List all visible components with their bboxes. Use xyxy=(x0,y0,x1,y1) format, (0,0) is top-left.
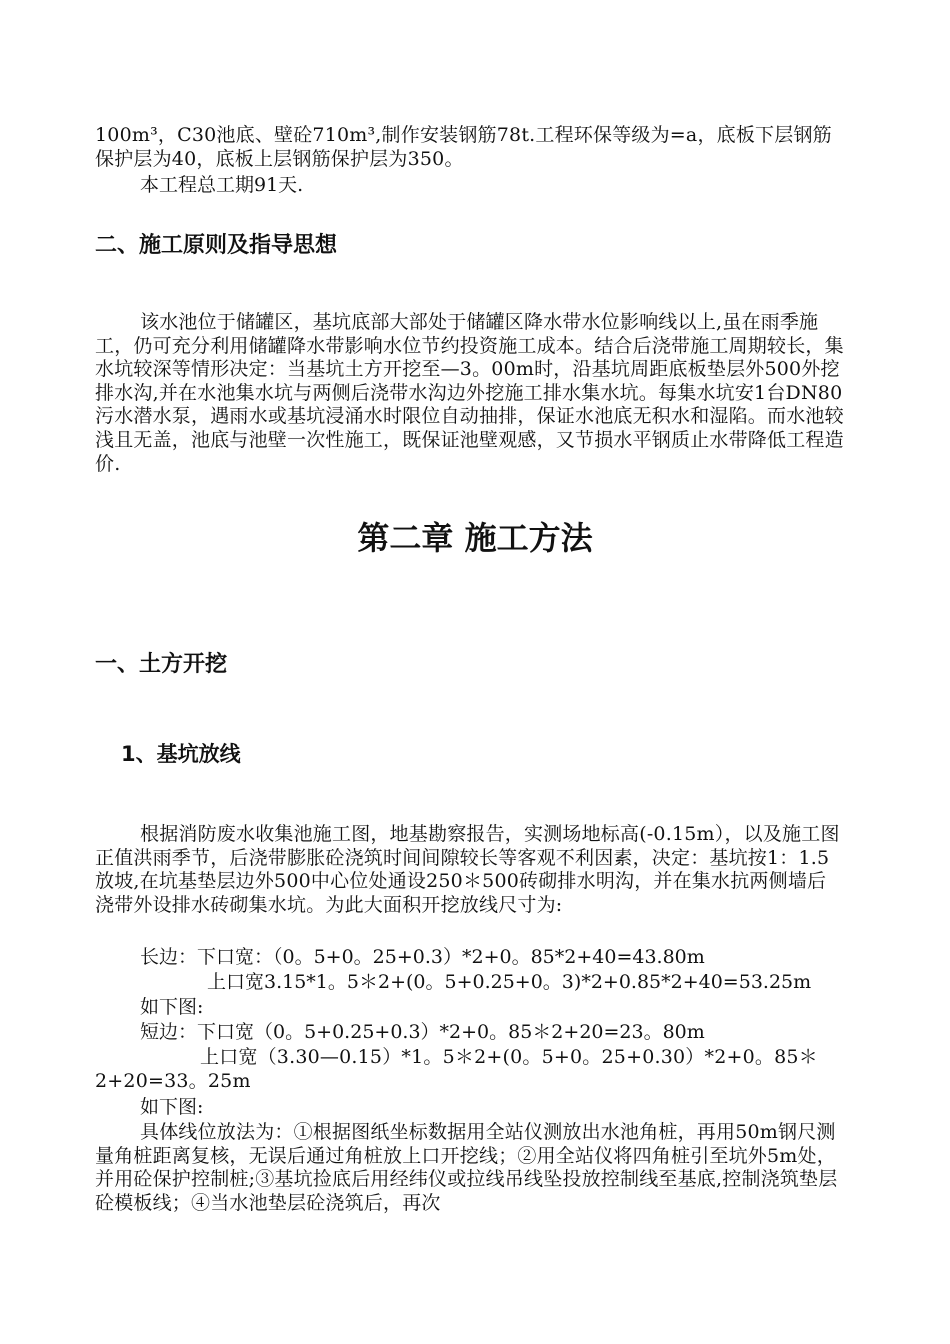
calc-long-bottom: 长边：下口宽：（0。5+0。25+0.3）*2+0。85*2+40=43.80m xyxy=(140,946,705,968)
section-heading-earthwork: 一、土方开挖 xyxy=(95,652,228,677)
paragraph-layout: 根据消防废水收集池施工图，地基勘察报告，实测场地标高(-0.15m），以及施工图正值洪雨季节，后浇带膨胀砼浇筑时间间隙较长等客观不利因素，决定：基坑按1：1.5放坡,在坑基垫层边外500中心位处通设250＊500砖砌排水明沟，并在集水抗两侧墙后浇带外设排水砖砌集水坑。为此大面积开挖放线尺寸为: xyxy=(95,823,840,916)
subsection-heading-layout: 1、基坑放线 xyxy=(121,742,241,766)
paragraph-duration: 本工程总工期91天. xyxy=(140,174,304,196)
chapter-title: 第二章 施工方法 xyxy=(357,519,593,557)
paragraph-method: 具体线位放法为：①根据图纸坐标数据用全站仪测放出水池角桩，再用50m钢尺测量角桩距离复核，无误后通过角桩放上口开挖线；②用全站仪将四角桩引至坑外5m处，并用砼保护控制桩;③基坑捡底后用经纬仪或拉线吊线坠投放控制线至基底,控制浇筑垫层砼模板线；④当水池垫层砼浇筑后，再次 xyxy=(95,1121,838,1214)
see-figure-2: 如下图: xyxy=(140,1096,204,1118)
paragraph-principles: 该水池位于储罐区，基坑底部大部处于储罐区降水带水位影响线以上,虽在雨季施工，仍可充分利用储罐降水带影响水位节约投资施工成本。结合后浇带施工周期较长，集水坑较深等情形决定：当基坑土方开挖至—3。00m时，沿基坑周距底板垫层外500外挖排水沟,并在水池集水坑与两侧后浇带水沟边外挖施工排水集水坑。每集水坑安1台DN80污水潜水泵，遇雨水或基坑浸涌水时限位自动抽排，保证水池底无积水和湿陷。而水池较浅且无盖，池底与池壁一次性施工，既保证池壁观感，又节损水平钢质止水带降低工程造价. xyxy=(95,311,844,475)
calc-long-top: 上口宽3.15*1。5＊2+(0。5+0.25+0。3)*2+0.85*2+40=53.25m xyxy=(207,971,812,993)
paragraph-intro-continued: 100m³，C30池底、壁砼710m³,制作安装钢筋78t.工程环保等级为=a，底板下层钢筋保护层为40，底板上层钢筋保护层为350。 xyxy=(95,124,832,170)
calc-short-bottom: 短边：下口宽（0。5+0.25+0.3）*2+0。85＊2+20=23。80m xyxy=(140,1021,705,1043)
section-heading-principles: 二、施工原则及指导思想 xyxy=(95,233,338,258)
calc-short-top: 上口宽（3.30—0.15）*1。5＊2+(0。5+0。25+0.30）*2+0。85＊2+20=33。25m xyxy=(95,1046,818,1092)
see-figure-1: 如下图: xyxy=(140,996,204,1018)
